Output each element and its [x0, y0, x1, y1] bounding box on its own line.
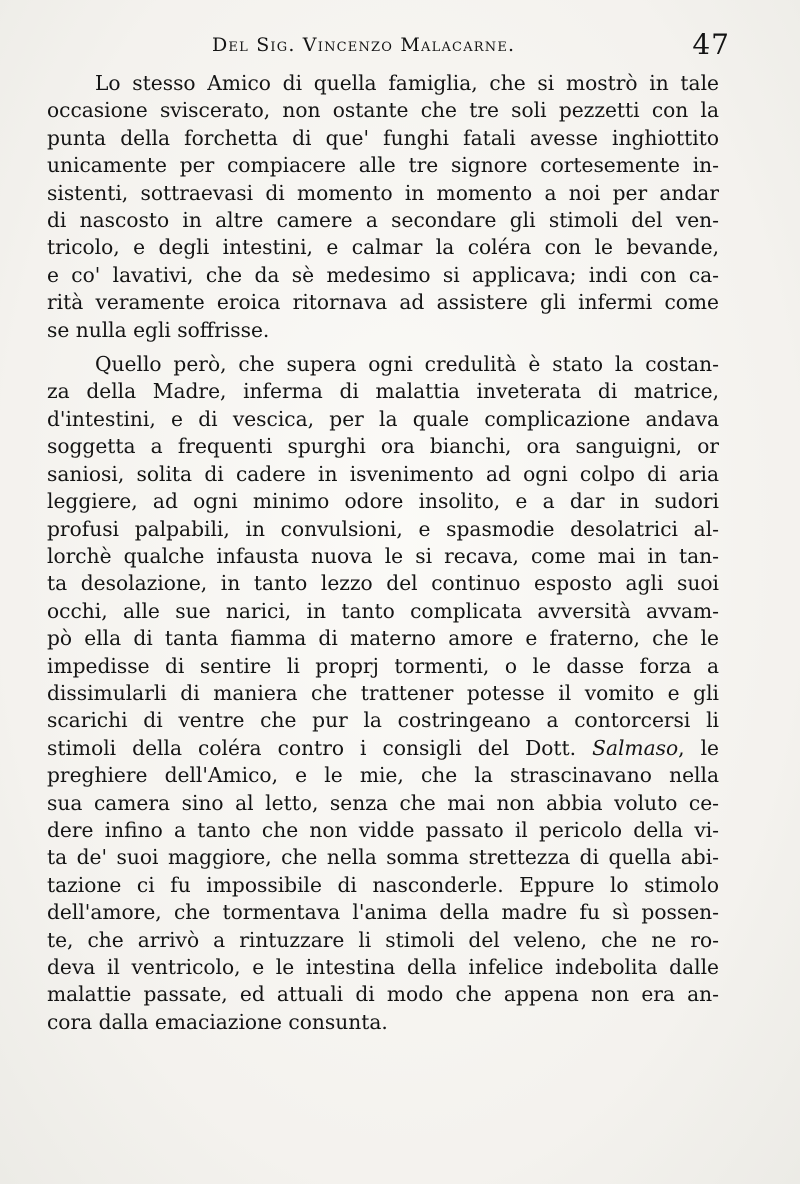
- text-line: tricolo, e degli intestini, e calmar la coléra con le bevande,: [47, 235, 719, 260]
- text-segment: stimoli della coléra contro i consigli del Dott.: [47, 735, 593, 760]
- text-line: profusi palpabili, in convulsioni, e spasmodie desolatrici al-: [47, 516, 719, 541]
- text-line: sistenti, sottraevasi di momento in momento a noi per andar: [47, 180, 719, 205]
- text-line: occasione sviscerato, non ostante che tre soli pezzetti con la: [47, 98, 719, 123]
- text-line: pò ella di tanta fiamma di materno amore e fraterno, che le: [47, 626, 719, 651]
- paragraph-1: [47, 70, 719, 344]
- text-line: d'intestini, e di vescica, per la quale complicazione andava: [47, 406, 719, 431]
- text-line: deva il ventricolo, e le intestina della infelice indebolita dalle: [47, 955, 719, 979]
- text-line: ta de' suoi maggiore, che nella somma strettezza di quella abi-: [47, 845, 719, 870]
- page-header: [200, 28, 730, 74]
- text-segment: , le: [678, 735, 719, 760]
- text-line: di nascosto in altre camere a secondare gli stimoli del ven-: [47, 208, 719, 233]
- text-line: dell'amore, che tormentava l'anima della madre fu sì possen-: [47, 900, 719, 925]
- text-line: lorchè qualche infausta nuova le si recava, come mai in tan-: [47, 543, 719, 568]
- text-line: unicamente per compiacere alle tre signore cortesemente in-: [47, 153, 719, 178]
- paragraph-2: [47, 351, 719, 1036]
- page-number: 47: [692, 28, 730, 61]
- text-line: Lo stesso Amico di quella famiglia, che si mostrò in tale: [95, 71, 719, 95]
- text-line: sua camera sino al letto, senza che mai non abbia voluto ce-: [47, 790, 719, 815]
- text-line: tazione ci fu impossibile di nasconderle. Eppure lo stimolo: [47, 872, 719, 897]
- text-line: saniosi, solita di cadere in isvenimento ad ogni colpo di aria: [47, 461, 719, 486]
- text-line: e co' lavativi, che da sè medesimo si applicava; indi con ca-: [47, 262, 719, 287]
- text-line: impedisse di sentire li proprj tormenti, o le dasse forza a: [47, 653, 719, 678]
- text-line-with-italic: [47, 735, 719, 762]
- text-line: se nulla egli soffrisse.: [47, 317, 270, 342]
- text-line: ta desolazione, in tanto lezzo del continuo esposto agli suoi: [47, 571, 719, 596]
- text-line: preghiere dell'Amico, e le mie, che la strascinavano nella: [47, 763, 719, 788]
- text-line: za della Madre, inferma di malattia inveterata di matrice,: [47, 379, 719, 404]
- running-head: Del Sig. Vincenzo Malacarne.: [212, 34, 516, 56]
- text-line: rità veramente eroica ritornava ad assistere gli infermi come: [47, 290, 719, 315]
- text-line: leggiere, ad ogni minimo odore insolito, e a dar in sudori: [47, 489, 719, 514]
- text-line: dere infino a tanto che non vidde passato il pericolo della vi-: [47, 817, 719, 842]
- text-line: soggetta a frequenti spurghi ora bianchi, ora sanguigni, or: [47, 434, 719, 459]
- text-line: punta della forchetta di que' funghi fatali avesse inghiottito: [47, 125, 719, 150]
- text-line: occhi, alle sue narici, in tanto complicata avversità avvam-: [47, 598, 719, 623]
- text-line: te, che arrivò a rintuzzare li stimoli del veleno, che ne ro-: [47, 927, 719, 952]
- body-text: [47, 70, 719, 1036]
- text-line: scarichi di ventre che pur la costringeano a contorcersi li: [47, 708, 719, 733]
- italic-name: Salmaso: [592, 735, 679, 760]
- text-line: dissimularli di maniera che trattener potesse il vomito e gli: [47, 680, 719, 705]
- text-line: Quello però, che supera ogni credulità è stato la costan-: [95, 352, 719, 377]
- text-line: cora dalla emaciazione consunta.: [47, 1009, 388, 1034]
- text-line: malattie passate, ed attuali di modo che appena non era an-: [47, 982, 719, 1007]
